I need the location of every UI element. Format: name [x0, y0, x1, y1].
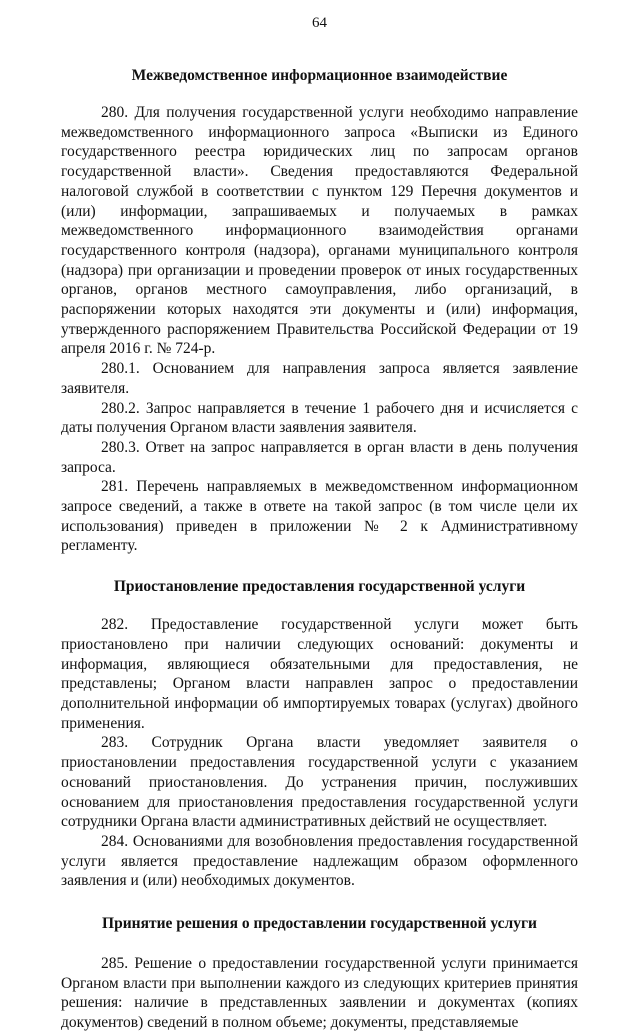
section-heading-decision: Принятие решения о предоставлении государственной услуги: [102, 915, 537, 933]
paragraph-285: 285. Решение о предоставлении государственной услуги принимается Органом власти при выполнении каждого из следующих критериев принятия решения: наличие в представленных заявлении и документах (копиях документов) сведений в полном объеме; документы, представляемые: [61, 955, 578, 1032]
paragraph-281: 281. Перечень направляемых в межведомственном информационном запросе сведений, а также в ответе на такой запрос (в том числе цели их использования) приведен в приложении № 2 к Административному регламенту.: [61, 478, 578, 555]
paragraph-280-2: 280.2. Запрос направляется в течение 1 рабочего дня и исчисляется с даты получения Органом власти заявления заявителя.: [61, 399, 578, 437]
section-heading-suspension: Приостановление предоставления государственной услуги: [113, 578, 526, 596]
paragraph-282: 282. Предоставление государственной услуги может быть приостановлено при наличии следующих оснований: документы и информация, являющиеся обязательными для предоставления, не представлены; Органом власти направлен запрос о предоставлении дополнительной информации об импортируемых товарах (услугах) двойного применения.: [61, 616, 578, 732]
section-heading-interagency: Межведомственное информационное взаимодействие: [131, 67, 508, 84]
page-number: 64: [312, 15, 327, 31]
paragraph-280-1: 280.1. Основанием для направления запроса является заявление заявителя.: [61, 360, 578, 397]
document-page: [61, 14, 578, 1033]
paragraph-284: 284. Основаниями для возобновления предоставления государственной услуги является предоставление надлежащим образом оформленного заявления и (или) необходимых документов.: [61, 832, 578, 890]
paragraph-280: 280. Для получения государственной услуги необходимо направление межведомственного информационного запроса «Выписки из Единого государственного реестра юридических лиц по запросам органов государственной власти». Сведения предоставляются Федеральной налоговой службой в соответствии с пунктом 129 Перечня документов и (или) информации, запрашиваемых и получаемых в рамках межведомственного информационного взаимодействия органами государственного контроля (надзора), органами муниципального контроля (надзора) при организации и проведении проверок от иных государственных органов, органов местного самоуправления, либо организаций, в распоряжении которых находятся эти документы и (или) информация, утвержденного распоряжением Правительства Российской Федерации от 19 апреля 2016 г. № 724-р.: [61, 104, 578, 358]
paragraph-283: 283. Сотрудник Органа власти уведомляет заявителя о приостановлении предоставления государственной услуги с указанием оснований приостановления. До устранения причин, послуживших основанием для приостановления предоставления государственной услуги сотрудники Органа власти административных действий не осуществляет.: [61, 734, 578, 831]
paragraph-280-3: 280.3. Ответ на запрос направляется в орган власти в день получения запроса.: [61, 438, 578, 476]
